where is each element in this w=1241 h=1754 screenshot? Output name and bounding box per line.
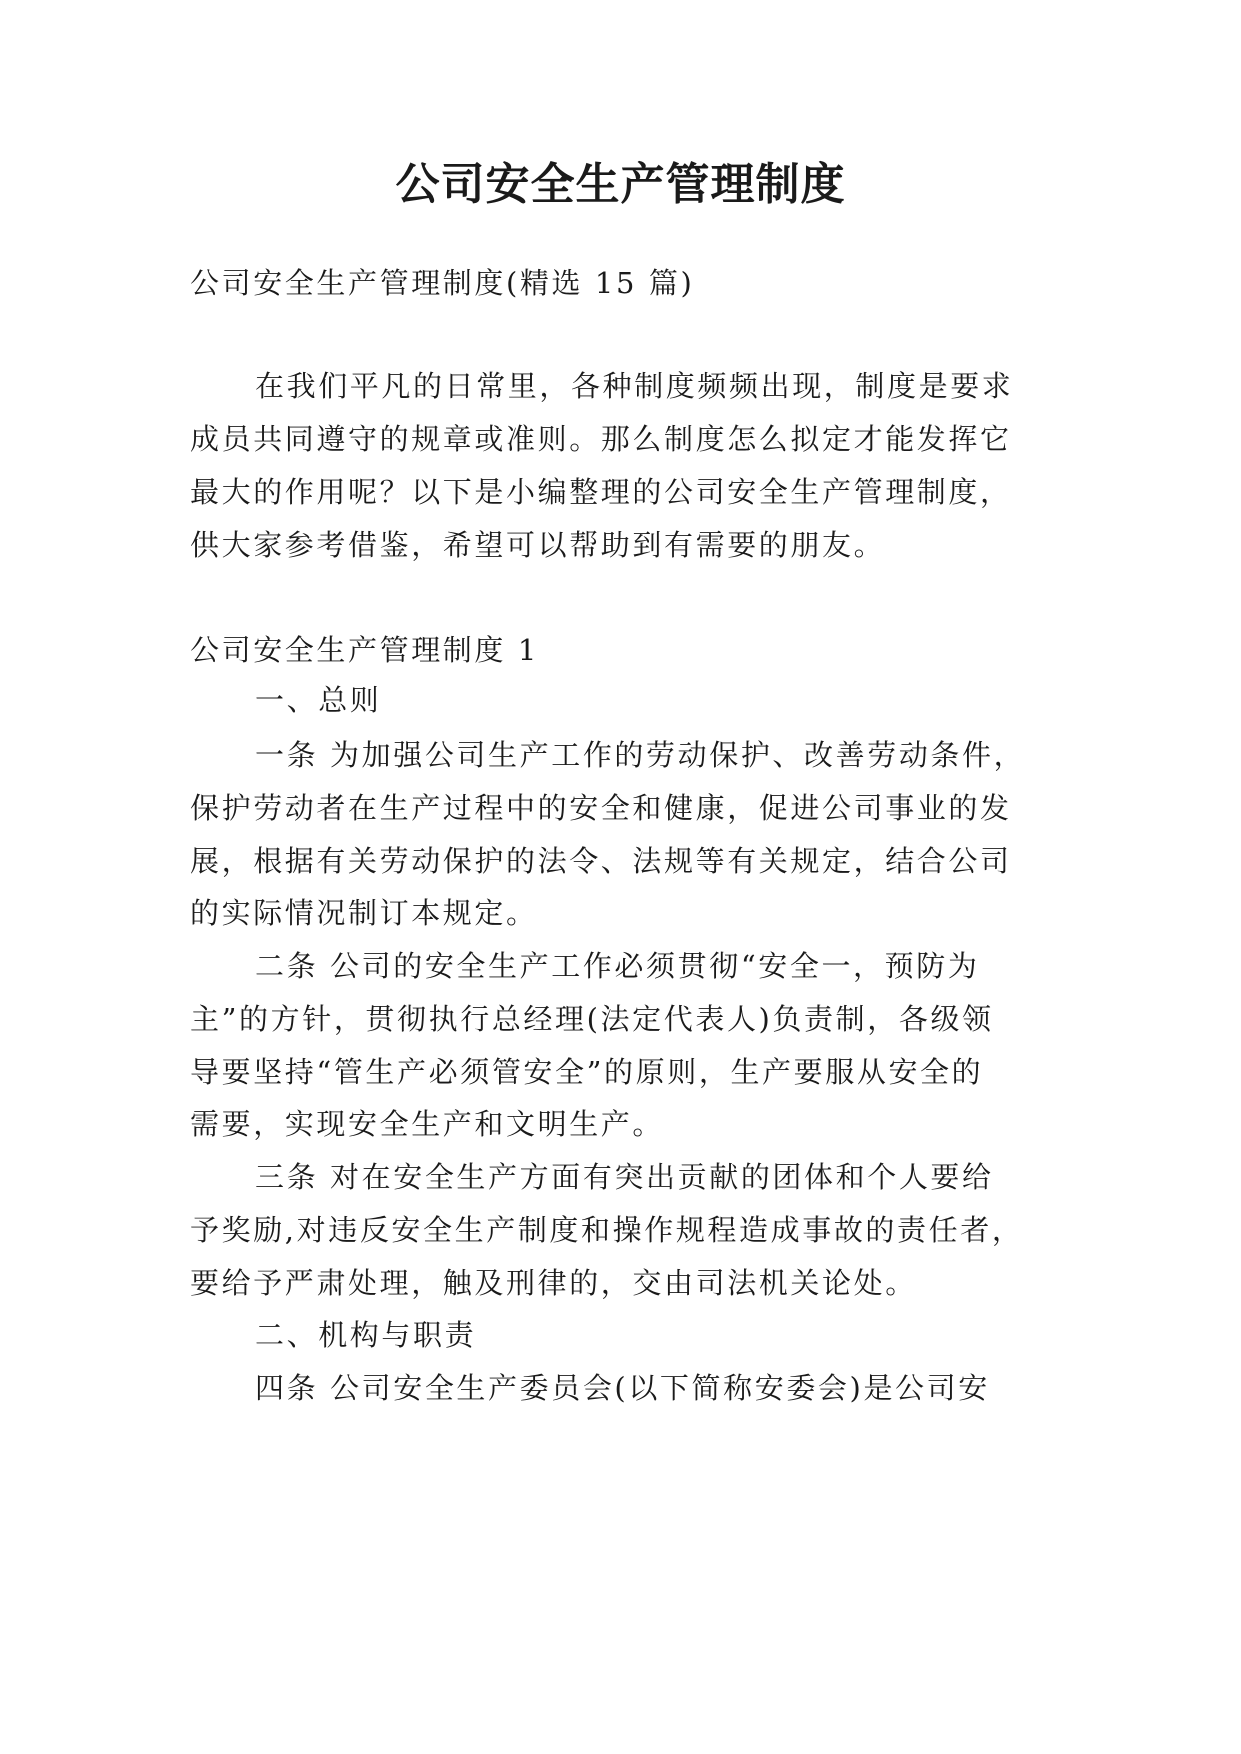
article-line: 二条 公司的安全生产工作必须贯彻“安全一，预防为: [255, 949, 980, 983]
chapter-heading: 二、机构与职责: [255, 1318, 477, 1352]
article-line: 导要坚持“管生产必须管安全”的原则，生产要服从安全的: [190, 1055, 984, 1089]
section-heading: 公司安全生产管理制度 1: [190, 633, 539, 667]
chapter-heading: 一、总则: [255, 683, 382, 717]
article-line: 要给予严肃处理，触及刑律的，交由司法机关论处。: [190, 1266, 917, 1300]
article-line: 展，根据有关劳动保护的法令、法规等有关规定，结合公司: [190, 844, 1012, 878]
article-line: 三条 对在安全生产方面有突出贡献的团体和个人要给: [255, 1160, 994, 1194]
document-subtitle: 公司安全生产管理制度(精选 15 篇): [190, 266, 695, 300]
article-line: 需要，实现安全生产和文明生产。: [190, 1107, 665, 1141]
intro-paragraph-line: 成员共同遵守的规章或准则。那么制度怎么拟定才能发挥它: [190, 422, 1012, 456]
document-title: 公司安全生产管理制度: [395, 159, 846, 210]
article-line: 的实际情况制订本规定。: [190, 896, 538, 930]
article-line: 主”的方针，贯彻执行总经理(法定代表人)负责制，各级领: [190, 1002, 994, 1036]
article-line: 予奖励,对违反安全生产制度和操作规程造成事故的责任者，: [190, 1213, 1024, 1247]
article-line: 一条 为加强公司生产工作的劳动保护、改善劳动条件，: [255, 738, 1026, 772]
intro-paragraph-line: 在我们平凡的日常里，各种制度频频出现，制度是要求: [255, 369, 1014, 403]
article-line: 四条 公司安全生产委员会(以下简称安委会)是公司安: [255, 1371, 990, 1405]
intro-paragraph-line: 最大的作用呢？以下是小编整理的公司安全生产管理制度，: [190, 475, 1012, 509]
intro-paragraph-line: 供大家参考借鉴，希望可以帮助到有需要的朋友。: [190, 528, 886, 562]
article-line: 保护劳动者在生产过程中的安全和健康，促进公司事业的发: [190, 791, 1012, 825]
